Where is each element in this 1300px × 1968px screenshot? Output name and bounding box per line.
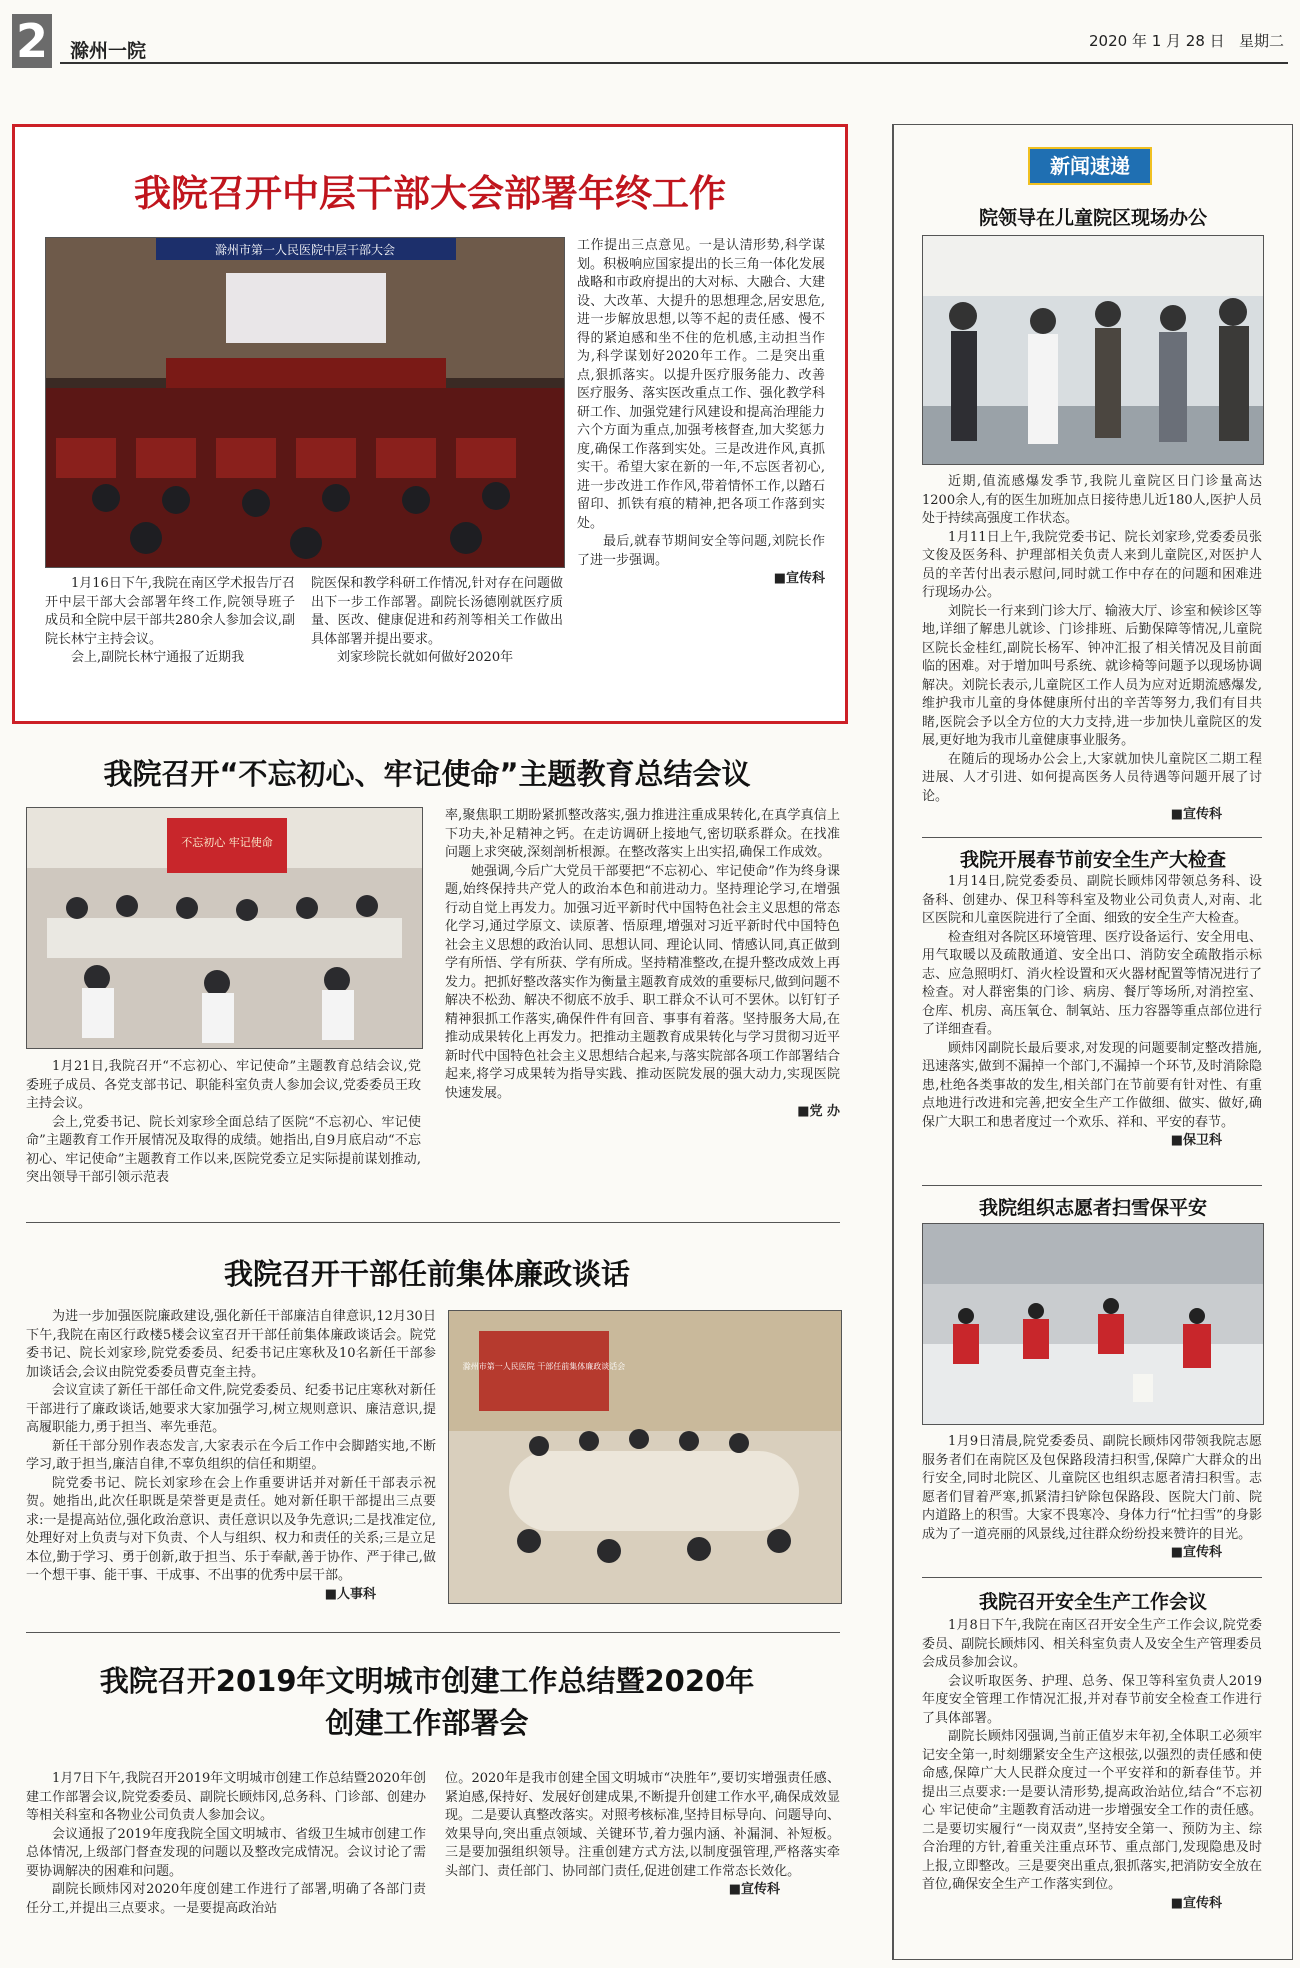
divider [922,837,1262,838]
page-number: 2 [15,14,48,68]
photo-banner-text: 滁州市第一人民医院中层干部大会 [214,243,396,257]
article-2-title: 我院召开“不忘初心、牢记使命”主题教育总结会议 [103,757,751,791]
article-3-source: ■人事科 [324,1586,376,1602]
paragraph: 1月8日下午,我院在南区召开安全生产工作会议,院党委委员、副院长顾炜冈、相关科室负责人及安全生产管理委员会成员参加会议。 [922,1618,1262,1670]
divider [26,1632,840,1633]
paragraph: 1月21日,我院召开“不忘初心、牢记使命”主题教育总结会议,党委班子成员、各党支部书记、职能科室负责人参加会议,党委委员王玫主持会议。 [26,1059,421,1111]
sidebar-news-1-source: ■宣传科 [1170,807,1222,822]
sidebar-news-3-source: ■宣传科 [1170,1545,1222,1560]
sidebar-news-4-text [922,1617,1262,1913]
meeting-room-image [27,808,422,1048]
paragraph: 副院长顾炜冈强调,当前正值岁末年初,全体职工必须牢记安全第一,时刻绷紧安全生产这根弦,以强烈的责任感和使命感,保障广大人民群众度过一个平安祥和的新春佳节。并提出三点要求:一是要认清形势,提高政治站位,结合“不忘初心 牢记使命”主题教育活动进一步增强安全工作的责任感。二是要切实履行“一岗双责”,坚持安全第一、预防为主、综合治理的方针,着重关注重点环节、重点部门,发现隐患及时上报,立即整改。三是要突出重点,狠抓落实,把消防安全放在首位,确保安全生产工作落实到位。 [922,1729,1262,1892]
meeting-hall-image [46,238,564,567]
sidebar-news-3-title: 我院组织志愿者扫雪保平安 [978,1197,1207,1219]
article-2-source: ■党 办 [797,1104,840,1119]
page-number-badge [12,14,52,68]
article-2-col2 [445,807,840,1122]
article-1-frame [12,124,848,724]
weekday-text: 星期二 [1238,32,1284,50]
screen-title-text: 滁州市第一人民医院 干部任前集体廉政谈话会 [462,1362,626,1371]
header-rule [60,62,1288,64]
paragraph: 顾炜冈副院长最后要求,对发现的问题要制定整改措施,迅速落实,做到不漏掉一个部门,不漏掉一个环节,及时消除隐患,杜绝各类事故的发生,相关部门在节前要有针对性、有重点地进行改进和完善,把安全生产工作做细、做实、做好,确保广大职工和患者度过一个欢乐、祥和、平安的春节。 [922,1040,1262,1130]
paragraph: 1月14日,院党委委员、副院长顾炜冈带领总务科、设备科、创建办、保卫科等科室及物业公司负责人,对南、北区医院和儿童医院进行了全面、细致的安全生产大检查。 [922,874,1262,926]
paragraph: 会议宣读了新任干部任命文件,院党委委员、纪委书记庄寒秋对新任干部进行了廉政谈话,她要求大家加强学习,树立规则意识、廉洁意识,提高履职能力,勇于担当、率先垂范。 [26,1383,436,1435]
badge-text: 新闻速递 [1050,154,1130,178]
article-3-title: 我院召开干部任前集体廉政谈话 [223,1257,630,1291]
article-4-title [12,1660,842,1744]
article-4-col1 [26,1770,426,1918]
paragraph: 为进一步加强医院廉政建设,强化新任干部廉洁自律意识,12月30日下午,我院在南区行政楼5楼会议室召开干部任前集体廉政谈话会。院党委书记、院长刘家珍,院党委委员、纪委书记庄寒秋及10名新任干部参加谈话会,会议由院党委委员曹克奎主持。 [26,1309,436,1380]
hospital-visit-image [923,236,1263,464]
paragraph: 工作提出三点意见。一是认清形势,科学谋划。积极响应国家提出的长三角一体化发展战略和市政府提出的大对标、大融合、大建设、大改革、大提升的思想理念,居安思危,进一步解放思想,以等不起的责任感、慢不得的紧迫感和坐不住的危机感,主动担当作为,科学谋划好2020年工作。二是突出重点,狠抓落实。以提升医疗服务能力、改善医疗服务、落实医改重点工作、强化教学科研工作、加强党建行风建设和提高治理能力六个方面为重点,加强考核督查,加大奖惩力度,确保工作落到实处。三是改进作风,真抓实干。希望大家在新的一年,不忘医者初心,进一步改进工作作风,带着情怀工作,以踏石留印、抓铁有痕的精神,把各项工作落到实处。 [577,238,825,531]
paragraph: 最后,就春节期间安全等问题,刘院长作了进一步强调。 [577,534,825,568]
paragraph: 在随后的现场办公会上,大家就加快儿童院区二期工程进展、人才引进、如何提高医务人员待遇等问题开展了讨论。 [922,751,1262,804]
paragraph: 1月7日下午,我院召开2019年文明城市创建工作总结暨2020年创建工作部署会议,院党委委员、副院长顾炜冈,总务科、门诊部、创建办等相关科室和各物业公司负责人参加会议。 [26,1771,426,1823]
paragraph: 率,聚焦职工期盼紧抓整改落实,强力推进注重成果转化,在真学真信上下功夫,补足精神之钙。在走访调研上接地气,密切联系群众。在找准问题上求突破,深刻剖析根源。在整改落实上出实招,确保工作成效。 [445,808,840,860]
section-name: 滁州一院 [70,40,147,62]
paragraph: 副院长顾炜冈对2020年度创建工作进行了部署,明确了各部门责任分工,并提出三点要求。一是要提高政治站 [26,1882,426,1916]
paragraph: 会上,副院长林宁通报了近期我 [71,650,245,665]
sidebar-news-1-photo [922,235,1264,465]
paragraph: 1月11日上午,我院党委书记、院长刘家珍,党委委员张文俊及医务科、护理部相关负责人来到儿童院区,对医护人员的辛苦付出表示慰问,同时就工作中存在的问题和困难进行现场办公。 [922,529,1262,600]
divider [26,1222,840,1223]
snow-sweeping-image [923,1224,1263,1424]
sidebar-news-4-title: 我院召开安全生产工作会议 [978,1591,1207,1613]
article-2-col1 [26,1058,421,1188]
issue-date [1089,30,1284,51]
article-1-col3 [577,237,825,589]
sidebar-news-1-title: 院领导在儿童院区现场办公 [978,207,1207,229]
article-4-source: ■宣传科 [728,1882,780,1897]
article-4-col2 [445,1770,840,1900]
date-text: 2020 年 1 月 28 日 [1089,32,1225,50]
title-line: 创建工作部署会 [325,1706,529,1740]
article-3-photo [448,1310,842,1604]
sidebar-news-1-text [922,473,1262,825]
article-1-photo [45,237,565,568]
sidebar-news-4-source: ■宣传科 [1170,1895,1222,1911]
article-2-photo [26,807,423,1049]
paragraph: 她强调,今后广大党员干部要把“不忘初心、牢记使命”作为终身课题,始终保持共产党人的政治本色和前进动力。坚持理论学习,在增强行动自觉上再发力。加强习近平新时代中国特色社会主义思想的常态化学习,通过学原文、读原著、悟原理,增强对习近平新时代中国特色社会主义思想的政治认同、思想认同、理论认同、情感认同,真正做到学有所悟、学有所获、学有所成。坚持精准整改,在提升整改成效上再发力。把抓好整改落实作为衡量主题教育成效的重要标尺,做到问题不解决不松劲、解决不彻底不放手、职工群众不认可不罢休。以钉钉子精神狠抓工作落实,确保件件有回音、事事有着落。坚持服务大局,在推动成果转化上再发力。把推动主题教育成果转化与学习贯彻习近平新时代中国特色社会主义思想结合起来,与落实院部各项工作部署结合起来,将学习成果转为指导实践、推动医院发展的强大动力,实现医院快速发展。 [445,863,840,1101]
paragraph: 检查组对各院区环境管理、医疗设备运行、安全用电、用气取暖以及疏散通道、安全出口、消防安全疏散指示标志、应急照明灯、消火栓设置和灭火器材配置等情况进行了检查。对人群密集的门诊、病房、餐厅等场所,对消控室、仓库、机房、高压氧仓、制氧站、压力容器等重点部位进行了详细查看。 [922,929,1262,1037]
paragraph: 新任干部分别作表态发言,大家表示在今后工作中会脚踏实地,不断学习,敢于担当,廉洁自律,不辜负组织的信任和期望。 [26,1438,436,1472]
screen-slogan: 不忘初心 牢记使命 [181,836,273,849]
divider [922,1577,1262,1578]
paragraph: 近期,值流感爆发季节,我院儿童院区日门诊量高达1200余人,有的医生加班加点日接待患儿近180人,医护人员处于持续高强度工作状态。 [922,474,1262,526]
article-3-text [26,1308,436,1604]
page-header [0,0,1300,78]
paragraph: 1月9日清晨,院党委委员、副院长顾炜冈带领我院志愿服务者们在南院区及包保路段清扫积雪,保障广大群众的出行安全,同时北院区、儿童院区也组织志愿者清扫积雪。志愿者们冒着严寒,抓紧清扫铲除包保路段、医院大门前、院内道路上的积雪。大家不畏寒冷、身体力行“忙扫雪”的身影成为了一道亮丽的风景线,过往群众纷纷投来赞许的目光。 [922,1434,1262,1542]
news-flash-badge [1028,147,1152,185]
paragraph: 1月16日下午,我院在南区学术报告厅召开中层干部大会部署年终工作,院领导班子成员和全院中层干部共280余人参加会议,副院长林宁主持会议。 [45,576,295,647]
paragraph: 院党委书记、院长刘家珍在会上作重要讲话并对新任干部表示祝贺。她指出,此次任职既是荣誉更是责任。她对新任职干部提出三点要求:一是提高站位,强化政治意识、责任意识以及争先意识;二是找准定位,处理好对上负责与对下负责、个人与组织、权力和责任的关系;三是立足本位,勤于学习、勇于创新,敢于担当、乐于奉献,善于协作、严于律己,做一个想干事、能干事、干成事、不出事的优秀中层干部。 [26,1475,436,1583]
paragraph: 会上,党委书记、院长刘家珍全面总结了医院“不忘初心、牢记使命”主题教育工作开展情况及取得的成绩。她指出,自9月底启动“不忘初心、牢记使命”主题教育工作以来,医院党委立足实际提前谋划推动,突出领导干部引领示范表 [26,1114,421,1185]
paragraph: 会议听取医务、护理、总务、保卫等科室负责人2019年度安全管理工作情况汇报,并对春节前安全检查工作进行了具体部署。 [922,1673,1262,1726]
sidebar-news-3-text [922,1433,1262,1563]
article-1-col1 [45,575,295,668]
paragraph: 刘院长一行来到门诊大厅、输液大厅、诊室和候诊区等地,详细了解患儿就诊、门诊排班、后勤保障等情况,儿童院区院长金桂红,副院长杨军、钟冲汇报了相关情况及目前面临的困难。对于增加叫号系统、就诊椅等问题予以现场协调解决。刘院长表示,儿童院区工作人员为应对近期流感爆发,维护我市儿童的身体健康所付出的辛苦等努力,我们有目共睹,医院会予以全方位的大力支持,进一步加快儿童院区的发展,更好地为我市儿童健康事业服务。 [922,603,1262,748]
sidebar-news-2-source: ■保卫科 [1170,1133,1222,1148]
article-1-source: ■宣传科 [773,571,825,586]
article-1-title: 我院召开中层干部大会部署年终工作 [134,172,726,215]
title-line: 我院召开2019年文明城市创建工作总结暨2020年 [99,1664,755,1698]
paragraph: 位。2020年是我市创建全国文明城市“决胜年”,要切实增强责任感、紧迫感,保持好、发展好创建成果,不断提升创建工作水平,确保成效显现。二是要认真整改落实。对照考核标准,坚持目标导向、问题导向、效果导向,突出重点领域、关键环节,着力强内涵、补漏洞、补短板。三是要加强组织领导。注重创建方式方法,以制度强管理,严格落实牵头部门、责任部门、协同部门责任,促进创建工作常态长效化。 [445,1771,840,1879]
divider [922,1185,1262,1186]
sidebar-news-2-title: 我院开展春节前安全生产大检查 [959,849,1226,871]
sidebar-news-3-photo [922,1223,1264,1425]
paragraph: 会议通报了2019年度我院全国文明城市、省级卫生城市创建工作总体情况,上级部门督查发现的问题以及整改完成情况。会议讨论了需要协调解决的困难和问题。 [26,1826,426,1879]
paragraph: 院医保和教学科研工作情况,针对存在问题做出下一步工作部署。副院长汤德刚就医疗质量、医改、健康促进和药剂等相关工作做出具体部署并提出要求。 [311,576,563,647]
sidebar-news-2-text [922,873,1262,1151]
paragraph: 刘家珍院长就如何做好2020年 [337,650,514,665]
conference-image [449,1311,841,1603]
article-1-col2 [311,575,563,668]
sidebar-frame [892,124,1293,1960]
